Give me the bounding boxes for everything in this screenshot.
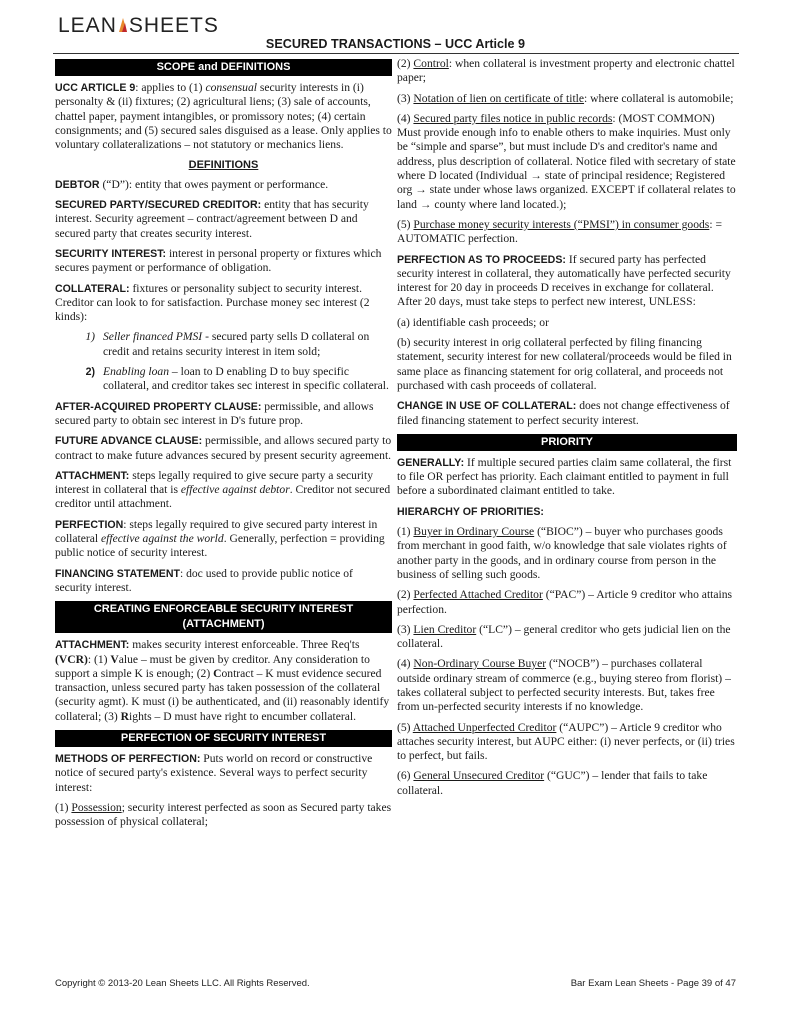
perfection-definition: PERFECTION: steps legally required to give secured party interest in collateral effective against the world. Generally, perfection = providing public notice of security interest. bbox=[55, 517, 385, 560]
methods-of-perfection: METHODS OF PERFECTION: Puts world on record or constructive notice of secured party's existence. Several ways to perfect security interest: bbox=[55, 751, 373, 794]
section-bar-scope: SCOPE and DEFINITIONS bbox=[55, 59, 392, 76]
ucc-article-9-paragraph: UCC ARTICLE 9: applies to (1) consensual security interests in (i) personalty & (ii) fixtures; (2) agricultural liens; (3) sale of accounts, chattel paper, payment intangibles, or promissory notes; (4) certain consignments; and (5) secured sales disguised as a lease. Only applies to voluntary collateralizations – not statutory or mechanics liens. bbox=[55, 81, 392, 152]
definitions-heading: DEFINITIONS bbox=[188, 159, 259, 172]
lean-sheets-logo bbox=[58, 14, 219, 38]
priority-generally: GENERALLY: If multiple secured parties claim same collateral, the first to file OR perfect has priority. Each claimant entitled to payment in full before a subordinated claimant entitled to take. bbox=[397, 455, 732, 498]
proceeds-exception-a: (a) identifiable cash proceeds; or bbox=[397, 315, 549, 329]
priority-item-bioc: (1) Buyer in Ordinary Course (“BIOC”) – buyer who purchases goods from merchant in good faith, w/o knowledge that sale violates rights of another party in the goods, and in ordinary course from person in the business of selling such goods. bbox=[397, 525, 727, 581]
public-records-method: (4) Secured party files notice in public records: (MOST COMMON) Must provide enough info to enable others to make inquiries. Must only be “simple and sparse”, but must include D's and creditor's name and address, plus description of collateral. Notice filed with secretary of state where D located (Individual → state of principal residence; Registered org → state under whose laws organized. EXCEPT if collateral relates to land → county where land located.); bbox=[397, 111, 736, 211]
perfection-as-to-proceeds: PERFECTION AS TO PROCEEDS: If secured party has perfected security interest in collateral, they automatically have perfected security interest for 20 day in proceeds D receives in exchange for collateral. After 20 days, must take steps to perfect new interest, UNLESS: bbox=[397, 252, 731, 309]
priority-item-pac: (2) Perfected Attached Creditor (“PAC”) – Article 9 creditor who attains perfection. bbox=[397, 588, 733, 616]
possession-method: (1) Possession; security interest perfected as soon as Secured party takes possession of physical collateral; bbox=[55, 800, 392, 829]
security-interest-definition: SECURITY INTEREST: interest in personal property or fixtures which secures payment or performance of obligation. bbox=[55, 246, 382, 275]
proceeds-exception-b: (b) security interest in orig collateral perfected by filing financing statement, security interest for new collateral/proceeds would be filed in same place as financing statement for orig collateral, and proceeds not purchased with cash proceeds of collateral. bbox=[397, 336, 732, 392]
priority-item-guc: (6) General Unsecured Creditor (“GUC”) – lender that fails to take collateral. bbox=[397, 769, 708, 797]
hierarchy-heading: HIERARCHY OF PRIORITIES: bbox=[397, 505, 544, 518]
collateral-definition: COLLATERAL: fixtures or personality subject to security interest. Creditor can look to for satisfaction. Purchase money sec interest (2 kinds): bbox=[55, 281, 370, 324]
attachment-definition: ATTACHMENT: steps legally required to give secure party a security interest in collateral that is effective against debtor. Creditor not secured creditor until attachment. bbox=[55, 468, 391, 511]
priority-item-lc: (3) Lien Creditor (“LC”) – general creditor who gets judicial lien on the collateral. bbox=[397, 622, 731, 651]
footer-copyright: Copyright © 2013-20 Lean Sheets LLC. All Rights Reserved. bbox=[55, 978, 310, 989]
section-bar-priority: PRIORITY bbox=[397, 434, 737, 451]
financing-statement-definition: FINANCING STATEMENT: doc used to provide public notice of security interest. bbox=[55, 566, 353, 594]
section-bar-perfection: PERFECTION OF SECURITY INTEREST bbox=[55, 730, 392, 747]
pmsi-kind-2: 2) Enabling loan – loan to D enabling D to buy specific collateral, and creditor takes sec interest in specific collateral. bbox=[85, 365, 389, 393]
future-advance-definition: FUTURE ADVANCE CLAUSE: permissible, and allows secured party to contract to make future advances secured by present security agreement. bbox=[55, 434, 392, 462]
logo-text-lean: LEAN bbox=[58, 14, 117, 37]
notation-of-lien-method: (3) Notation of lien on certificate of title: where collateral is automobile; bbox=[397, 91, 734, 105]
priority-item-aupc: (5) Attached Unperfected Creditor (“AUPC”) – Article 9 creditor who attaches security interest, but AUPC either: (i) never perfects, or (ii) tries to perfect, but fails. bbox=[397, 720, 735, 763]
pmsi-kind-1: 1) Seller financed PMSI - secured party sells D collateral on credit and retains security interest in item sold; bbox=[85, 330, 370, 358]
attachment-requirements: ATTACHMENT: makes security interest enforceable. Three Req'ts (VCR): (1) Value – must be given by creditor. Any consideration to support a simple K is enough; (2) Contract – K must evidence secured transaction, unless secured party has taken possession of the collateral (security agmt). K must (i) be authenticated, and (ii) reasonably identify collateral; (3) Rights – D must have right to encumber collateral. bbox=[55, 638, 390, 723]
debtor-definition: DEBTOR (“D”): entity that owes payment or performance. bbox=[55, 177, 329, 191]
control-method: (2) Control: when collateral is investment property and electronic chattel paper; bbox=[397, 57, 735, 85]
section-bar-creating: CREATING ENFORCEABLE SECURITY INTEREST (ATTACHMENT) bbox=[55, 601, 392, 633]
page-title: SECURED TRANSACTIONS – UCC Article 9 bbox=[265, 37, 526, 51]
change-in-use-of-collateral: CHANGE IN USE OF COLLATERAL: does not change effectiveness of filed financing statement to perfect security interest. bbox=[397, 399, 730, 427]
pmsi-method: (5) Purchase money security interests (“PMSI”) in consumer goods: = AUTOMATIC perfection. bbox=[397, 217, 722, 246]
priority-item-nocb: (4) Non-Ordinary Course Buyer (“NOCB”) – purchases collateral outside ordinary stream of commerce (e.g., buying stereo from florist) – takes collateral subject to perfected security interests. But, takes free from un-perfected security interests if no knowledge. bbox=[397, 657, 731, 714]
footer-page-number: Bar Exam Lean Sheets - Page 39 of 47 bbox=[570, 978, 736, 989]
logo-flame-icon bbox=[118, 17, 128, 33]
secured-party-definition: SECURED PARTY/SECURED CREDITOR: entity that has security interest. Security agreement – contract/agreement between D and secured party that creates security interest. bbox=[55, 198, 369, 240]
after-acquired-property-definition: AFTER-ACQUIRED PROPERTY CLAUSE: permissible, and allows secured party to obtain sec interest in D's future prop. bbox=[55, 399, 374, 427]
title-rule bbox=[53, 53, 739, 54]
logo-text-sheets: SHEETS bbox=[128, 14, 219, 37]
right-column bbox=[397, 57, 737, 804]
left-column bbox=[55, 57, 392, 835]
